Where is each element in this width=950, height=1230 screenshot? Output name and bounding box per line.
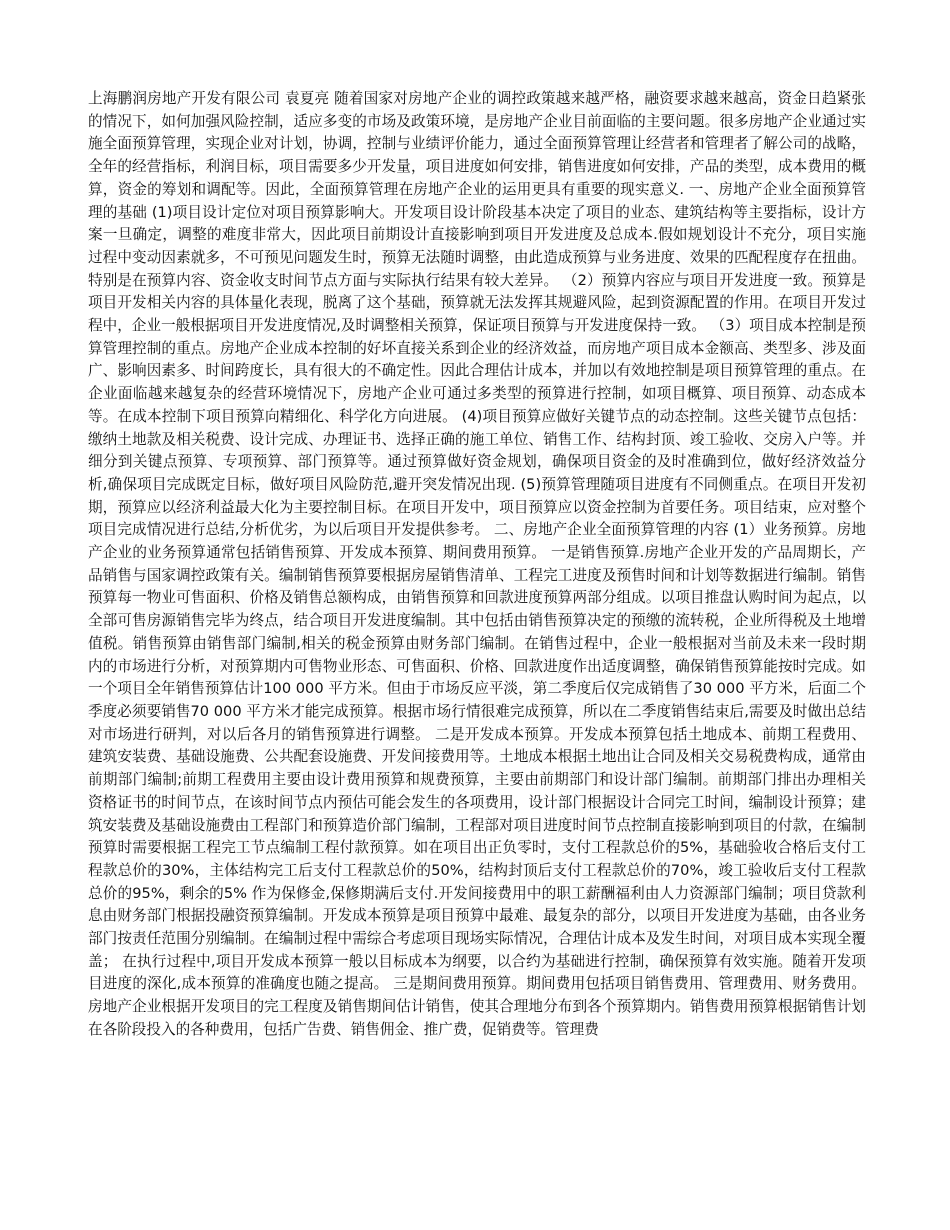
document-page (88, 88, 866, 1042)
article-body: 上海鹏润房地产开发有限公司 袁夏亮 随着国家对房地产企业的调控政策越来越严格，融资要求越来越高，资金日趋紧张的情况下，如何加强风险控制，适应多变的市场及政策环境，是房地产企业目前面临的主要问题。很多房地产企业通过实施全面预算管理，实现企业对计划，协调，控制与业绩评价能力，通过全面预算管理让经营者和管理者了解公司的战略，全年的经营指标，利润目标，项目需要多少开发量，项目进度如何安排，销售进度如何安排，产品的类型，成本费用的概算，资金的筹划和调配等。因此，全面预算管理在房地产企业的运用更具有重要的现实意义. 一、房地产企业全面预算管理的基础 (1)项目设计定位对项目预算影响大。开发项目设计阶段基本决定了项目的业态、建筑结构等主要指标，设计方案一旦确定，调整的难度非常大，因此项目前期设计直接影响到项目开发进度及总成本.假如规划设计不充分，项目实施过程中变动因素就多，不可预见问题发生时，预算无法随时调整，由此造成预算与业务进度、效果的匹配程度存在扭曲。特别是在预算内容、资金收支时间节点方面与实际执行结果有较大差异。 （2）预算内容应与项目开发进度一致。预算是项目开发相关内容的具体量化表现，脱离了这个基础，预算就无法发挥其规避风险，起到资源配置的作用。在项目开发过程中，企业一般根据项目开发进度情况,及时调整相关预算，保证项目预算与开发进度保持一致。 （3）项目成本控制是预算管理控制的重点。房地产企业成本控制的好坏直接关系到企业的经济效益，而房地产项目成本金额高、类型多、涉及面广、影响因素多、时间跨度长，具有很大的不确定性。因此合理估计成本，并加以有效地控制是项目预算管理的重点。在企业面临越来越复杂的经营环境情况下，房地产企业可通过多类型的预算进行控制，如项目概算、项目预算、动态成本等。在成本控制下项目预算向精细化、科学化方向进展。 (4)项目预算应做好关键节点的动态控制。这些关键节点包括： 缴纳土地款及相关税费、设计完成、办理证书、选择正确的施工单位、销售工作、结构封顶、竣工验收、交房入户等。并细分到关键点预算、专项预算、部门预算等。通过预算做好资金规划，确保项目资金的及时准确到位，做好经济效益分析,确保项目完成既定目标，做好项目风险防范,避开突发情况出现. (5)预算管理随项目进度有不同侧重点。在项目开发初期，预算应以经济利益最大化为主要控制目标。在项目开发中，项目预算应以资金控制为首要任务。项目结束，应对整个项目完成情况进行总结,分析优劣，为以后项目开发提供参考。 二、房地产企业全面预算管理的内容 (1）业务预算。房地产企业的业务预算通常包括销售预算、开发成本预算、期间费用预算。 一是销售预算.房地产企业开发的产品周期长，产品销售与国家调控政策有关。编制销售预算要根据房屋销售清单、工程完工进度及预售时间和计划等数据进行编制。销售预算每一物业可售面积、价格及销售总额构成，由销售预算和回款进度预算两部分组成。以项目推盘认购时间为起点，以全部可售房源销售完毕为终点，结合项目开发进度编制。其中包括由销售预算决定的预缴的流转税，企业所得税及土地增值税。销售预算由销售部门编制,相关的税金预算由财务部门编制。在销售过程中，企业一般根据对当前及未来一段时期内的市场进行分析，对预算期内可售物业形态、可售面积、价格、回款进度作出适度调整，确保销售预算能按时完成。如一个项目全年销售预算估计100 000 平方米。但由于市场反应平淡，第二季度后仅完成销售了30 000 平方米，后面二个季度必须要销售70 000 平方米才能完成预算。根据市场行情很难完成预算，所以在二季度销售结束后,需要及时做出总结对市场进行研判，对以后各月的销售预算进行调整。 二是开发成本预算。开发成本预算包括土地成本、前期工程费用、建筑安装费、基础设施费、公共配套设施费、开发间接费用等。土地成本根据土地出让合同及相关交易税费构成，通常由前期部门编制;前期工程费用主要由设计费用预算和规费预算，主要由前期部门和设计部门编制。前期部门排出办理相关资格证书的时间节点，在该时间节点内预估可能会发生的各项费用，设计部门根据设计合同完工时间，编制设计预算；建筑安装费及基础设施费由工程部门和预算造价部门编制，工程部对项目进度时间节点控制直接影响到项目的付款，在编制预算时需要根据工程完工节点编制工程付款预算。如在项目出正负零时，支付工程款总价的5%，基础验收合格后支付工程款总价的30%，主体结构完工后支付工程款总价的50%，结构封顶后支付工程款总价的70%，竣工验收后支付工程款总价的95%，剩余的5% 作为保修金,保修期满后支付.开发间接费用中的职工薪酬福利由人力资源部门编制；项目贷款利息由财务部门根据投融资预算编制。开发成本预算是项目预算中最难、最复杂的部分，以项目开发进度为基础，由各业务部门按责任范围分别编制。在编制过程中需综合考虑项目现场实际情况，合理估计成本及发生时间，对项目成本实现全覆盖； 在执行过程中,项目开发成本预算一般以目标成本为纲要，以合约为基础进行控制，确保预算有效实施。随着开发项目进度的深化,成本预算的准确度也随之提高。 三是期间费用预算。期间费用包括项目销售费用、管理费用、财务费用。房地产企业根据开发项目的完工程度及销售期间估计销售，使其合理地分布到各个预算期内。销售费用预算根据销售计划在各阶段投入的各种费用，包括广告费、销售佣金、推广费，促销费等。管理费 (88, 90, 866, 1038)
